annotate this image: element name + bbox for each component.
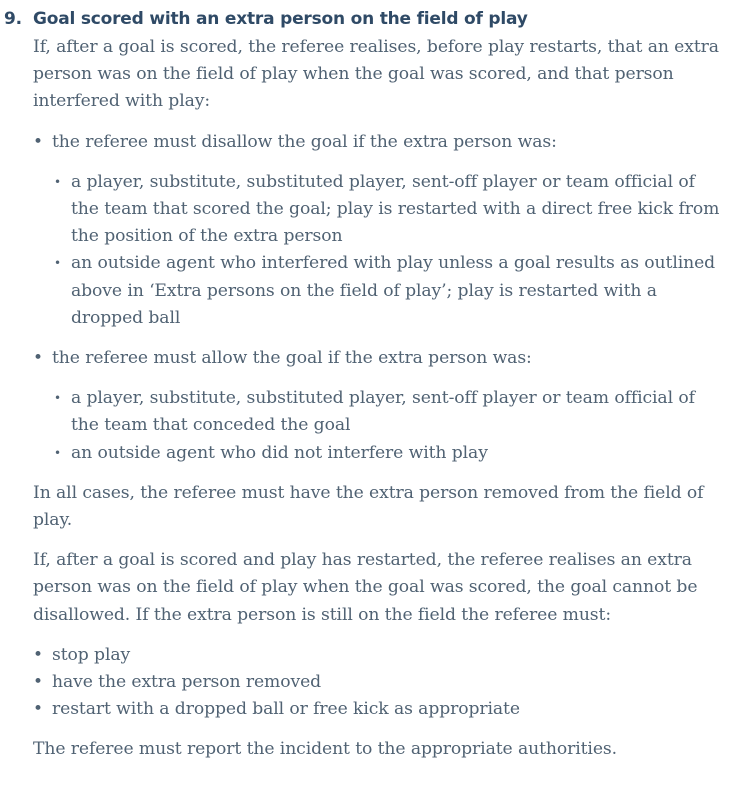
section-title: Goal scored with an extra person on the field of play [33,9,528,29]
bullet-icon: • [33,699,43,720]
all-cases-paragraph: In all cases, the referee must have the extra person removed from the field of play. [33,482,704,531]
sub-item-text: an outside agent who did not interfere with play [71,442,488,463]
sub-item-text: an outside agent who interfered with play unless a goal results as outlined above in ‘Extra persons on the field of play’; play is restarted with a dropped ball [71,253,716,328]
section-body [33,34,723,777]
sub-list [52,385,723,467]
sub-item [52,385,723,439]
sub-item [52,250,723,332]
bullet-icon: • [33,644,43,665]
small-bullet-icon: • [54,256,61,271]
sub-item-text: a player, substitute, substituted player, sent-off player or team official of the team that conceded the goal [71,388,695,436]
bullet-icon: • [33,348,43,369]
rule-list [33,129,723,467]
action-text: stop play [52,644,131,665]
rule-text: the referee must allow the goal if the extra person was: [52,348,532,369]
bullet-icon: • [33,131,43,152]
rule-disallow [33,129,723,332]
after-restart-paragraph: If, after a goal is scored and play has restarted, the referee realises an extra person was on the field of play when the goal was scored, the goal cannot be disallowed. If the extra person is still on the field the referee must: [33,550,698,625]
small-bullet-icon: • [54,391,61,406]
bullet-icon: • [33,672,43,693]
action-item [33,642,723,669]
report-paragraph: The referee must report the incident to the appropriate authorities. [33,739,617,760]
section-heading [4,9,528,29]
rule-text: the referee must disallow the goal if the extra person was: [52,131,557,152]
action-text: have the extra person removed [52,672,322,693]
sub-item [52,169,723,251]
action-item [33,696,723,723]
small-bullet-icon: • [54,174,61,189]
sub-item-text: a player, substitute, substituted player, sent-off player or team official of the team that scored the goal; play is restarted with a direct free kick from the position of the extra person [71,171,720,247]
sub-item [52,440,723,467]
rule-allow [33,345,723,467]
intro-paragraph: If, after a goal is scored, the referee realises, before play restarts, that an extra person was on the field of play when the goal was scored, and that person interfered with play: [33,37,719,112]
action-text: restart with a dropped ball or free kick as appropriate [52,699,520,720]
section-number: 9. [4,9,22,29]
sub-list [52,169,723,332]
action-item [33,669,723,696]
action-list [33,642,723,724]
small-bullet-icon: • [54,445,61,460]
